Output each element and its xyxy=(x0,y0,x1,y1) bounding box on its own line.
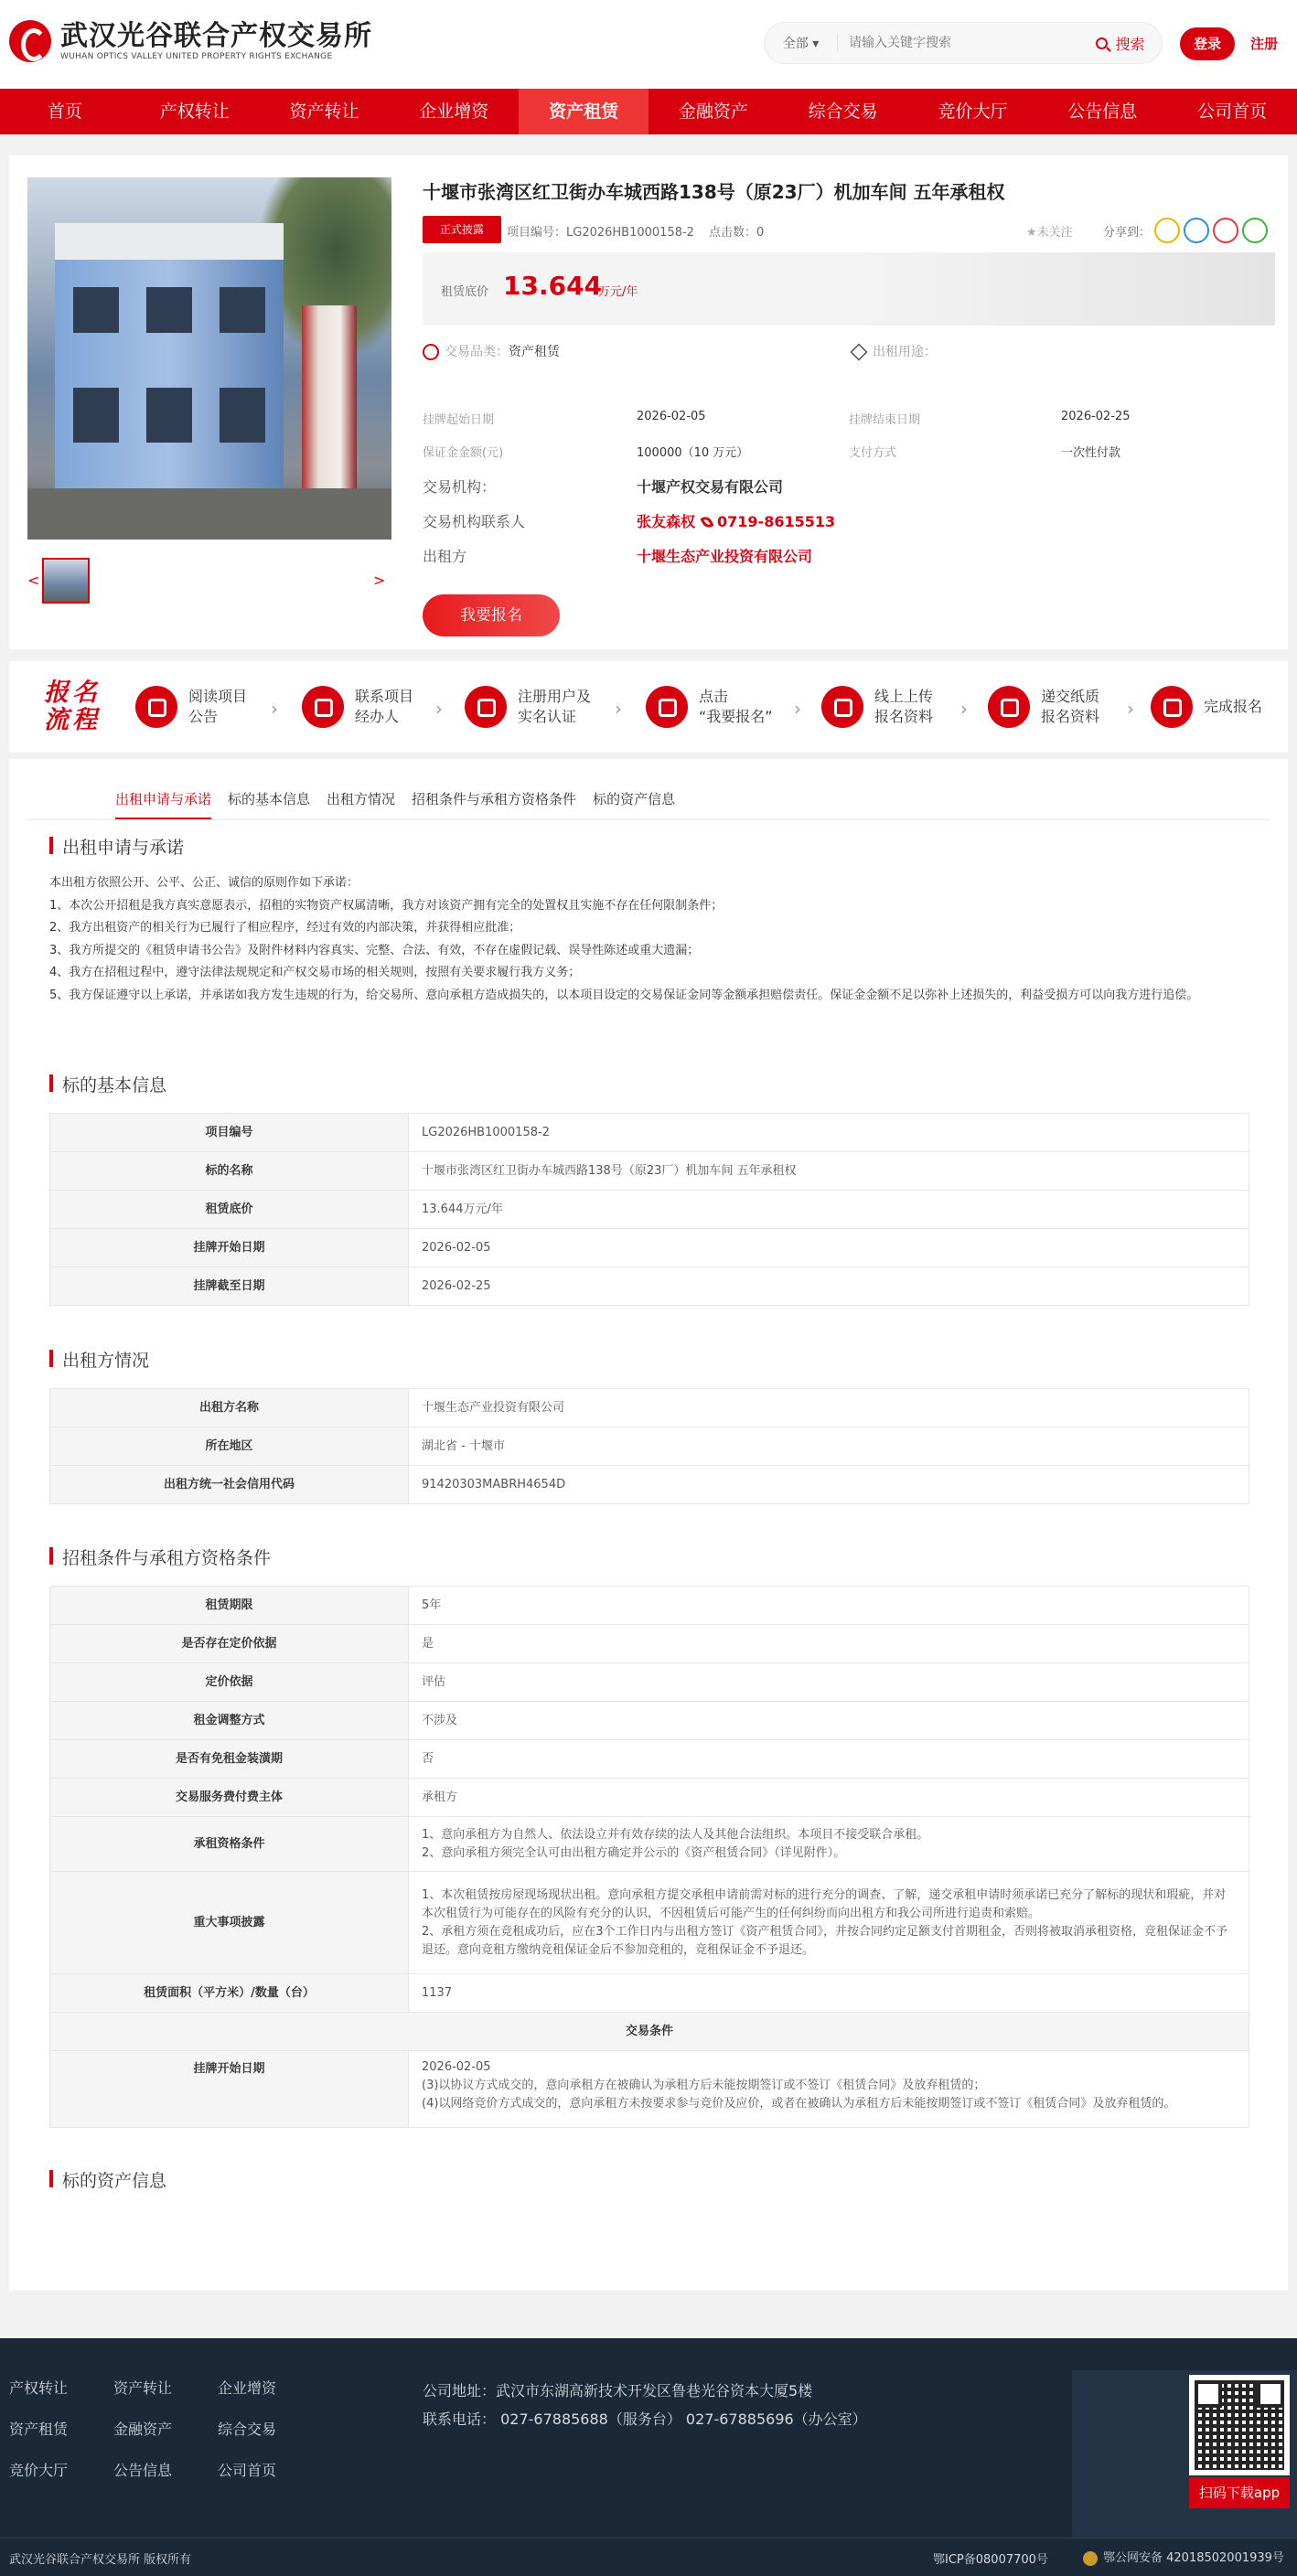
step-upload-online: 线上上传 报名资料 xyxy=(821,684,975,730)
section-title-asset-info: 标的资产信息 xyxy=(49,2167,166,2192)
table-row: 租赁面积（平方米）/数量（台） 1137 xyxy=(50,1974,1249,2013)
nav-home[interactable]: 首页 xyxy=(47,102,82,122)
site-logo[interactable] xyxy=(9,18,372,64)
search-input[interactable] xyxy=(838,25,1079,61)
section-title-lessor-info: 出租方情况 xyxy=(49,1347,149,1372)
police-badge-icon xyxy=(1083,2551,1098,2566)
lessor-info-table xyxy=(49,1388,1249,1504)
footer-link[interactable]: 公司首页 xyxy=(218,2462,277,2479)
search-bar xyxy=(764,22,1163,64)
table-row: 挂牌截至日期 2026-02-25 xyxy=(50,1267,1249,1306)
deposit-value: 100000（10 万元） xyxy=(637,446,749,460)
footer-link[interactable]: 竞价大厅 xyxy=(9,2462,69,2479)
end-date-value: 2026-02-25 xyxy=(1061,410,1131,423)
end-date-label: 挂牌结束日期 xyxy=(849,413,921,427)
registration-process xyxy=(9,661,1288,753)
layers-icon xyxy=(850,343,867,360)
price-label: 租赁底价 xyxy=(441,285,489,299)
detail-tabs xyxy=(115,779,691,819)
qr-code-icon xyxy=(1189,2375,1290,2475)
table-row: 挂牌开始日期 2026-02-05 (3)以协议方式成交的，意向承租方在被确认为承租方后未能按期签订或不签订《租赁合同》及放弃租赁的； (4)以网络竞价方式成交的，意向承租方未按要求参与竞价及应价，或者在被确认为承租方后未能按期签订或不签订《租赁合同》及放弃租赁的。 xyxy=(50,2051,1249,2128)
table-row: 出租方统一社会信用代码 91420303MABRH4654D xyxy=(50,1466,1249,1504)
section-title-commitment: 出租申请与承诺 xyxy=(49,834,184,859)
share-weibo-icon[interactable] xyxy=(1213,218,1238,243)
start-date-label: 挂牌起始日期 xyxy=(423,413,495,427)
lessor-value[interactable]: 十堰生态产业投资有限公司 xyxy=(637,548,813,565)
nav-equity-transfer[interactable]: 产权转让 xyxy=(159,102,230,122)
footer-link[interactable]: 资产转让 xyxy=(113,2379,173,2397)
table-row: 是否存在定价依据 是 xyxy=(50,1625,1249,1663)
site-footer xyxy=(0,2338,1297,2576)
step-register-verify: 注册用户及 实名认证 xyxy=(465,684,618,730)
tab-lessor-info[interactable]: 出租方情况 xyxy=(327,791,396,807)
lessor-label: 出租方 xyxy=(423,548,467,565)
lease-use: 出租用途： xyxy=(851,342,937,360)
agency-value: 十堰产权交易有限公司 xyxy=(637,478,784,496)
eye-icon xyxy=(135,686,177,728)
payment-label: 支付方式 xyxy=(849,446,897,460)
photo-thumbnail[interactable] xyxy=(42,558,90,604)
phone-icon xyxy=(302,686,344,728)
search-icon xyxy=(1096,37,1108,49)
nav-announcements[interactable]: 公告信息 xyxy=(1067,102,1138,122)
table-row: 项目编号 LG2026HB1000158-2 xyxy=(50,1114,1249,1152)
copyright: 武汉光谷联合产权交易所 版权所有 xyxy=(9,2553,192,2567)
star-icon: ★ xyxy=(1026,226,1037,240)
nav-asset-lease[interactable]: 资产租赁 xyxy=(519,89,648,134)
thumb-next-button[interactable]: > xyxy=(373,572,386,589)
register-button[interactable]: 注册 xyxy=(1249,36,1278,52)
share-label: 分享到： xyxy=(1103,226,1152,240)
phone-icon xyxy=(700,514,714,529)
section-title-conditions: 招租条件与承租方资格条件 xyxy=(49,1545,271,1569)
footer-link[interactable]: 金融资产 xyxy=(113,2421,173,2438)
logo-en-name: WUHAN OPTICS VALLEY UNITED PROPERTY RIGHTS EXCHANGE xyxy=(60,52,333,61)
table-row: 租赁期限 5年 xyxy=(50,1587,1249,1625)
share-wechat-icon[interactable] xyxy=(1242,218,1268,243)
table-row: 重大事项披露 1、本次租赁按房屋现场现状出租。意向承租方提交承租申请前需对标的进行充分的调查、了解，递交承租申请时须承诺已充分了解标的现状和瑕疵，并对本次租赁行为可能存在的风险有充分的认识，不因租赁后可能产生的任何纠纷而向出租方和我公司所进行追责和索赔。 2、承租方须在竞租成功后，应在3个工作日内与出租方签订《资产租赁合同》，并按合同约定足额支付首期租金，否则将被取消承租资格，竞租保证金不予退还。意向竞租方缴纳竞租保证金后不参加竞租的，竞租保证金不予退还。 xyxy=(50,1872,1249,1974)
footer-address: 公司地址：武汉市东湖高新技术开发区鲁巷光谷资本大厦5楼 xyxy=(423,2382,813,2400)
project-photo[interactable] xyxy=(27,177,391,540)
section-title-basic-info: 标的基本信息 xyxy=(49,1072,166,1096)
arrow-icon: › xyxy=(1127,698,1134,720)
police-record-link[interactable]: 鄂公网安备 42018502001939号 xyxy=(1083,2548,1284,2566)
price-unit: 万元/年 xyxy=(598,285,638,299)
apply-button[interactable]: 我要报名 xyxy=(423,594,560,636)
download-app-button[interactable]: 扫码下载app xyxy=(1189,2477,1290,2508)
main-nav xyxy=(0,89,1297,134)
footer-link[interactable]: 产权转让 xyxy=(9,2379,69,2397)
hand-pointer-icon xyxy=(646,686,688,728)
icp-link[interactable]: 鄂ICP备08007700号 xyxy=(933,2553,1048,2567)
footer-bottom xyxy=(0,2538,1297,2576)
conditions-table xyxy=(49,1586,1249,2128)
login-button[interactable]: 登录 xyxy=(1180,27,1235,60)
nav-capital-increase[interactable]: 企业增资 xyxy=(419,102,489,122)
nav-financial-assets[interactable]: 金融资产 xyxy=(678,102,748,122)
contact-label: 交易机构联系人 xyxy=(423,513,526,530)
tab-commitment[interactable]: 出租申请与承诺 xyxy=(115,779,211,819)
table-row: 标的名称 十堰市张湾区红卫街办车城西路138号（原23厂）机加车间 五年承租权 xyxy=(50,1152,1249,1191)
basic-info-table xyxy=(49,1113,1249,1306)
id-card-icon xyxy=(465,686,507,728)
step-complete: 完成报名 xyxy=(1151,684,1297,730)
price-box xyxy=(423,252,1275,326)
table-row: 挂牌开始日期 2026-02-05 xyxy=(50,1229,1249,1267)
hit-count: 点击数：0 xyxy=(709,226,765,240)
logo-cn-name: 武汉光谷联合产权交易所 xyxy=(60,20,372,52)
contact-value: 张友森权 0719-8615513 xyxy=(637,513,836,530)
follow-button[interactable]: ★未关注 xyxy=(1026,226,1073,240)
logo-icon xyxy=(9,20,51,62)
footer-link[interactable]: 资产租赁 xyxy=(9,2421,69,2438)
arrow-icon: › xyxy=(794,698,801,720)
table-row: 出租方名称 十堰生态产业投资有限公司 xyxy=(50,1389,1249,1427)
site-header xyxy=(0,0,1297,89)
start-date-value: 2026-02-05 xyxy=(637,410,706,423)
step-click-apply: 点击 “我要报名” xyxy=(646,684,799,730)
table-row: 所在地区 湖北省 - 十堰市 xyxy=(50,1427,1249,1466)
step-contact-agent: 联系项目 经办人 xyxy=(302,684,456,730)
footer-link[interactable]: 企业增资 xyxy=(218,2379,277,2397)
check-icon xyxy=(1151,686,1193,728)
arrow-icon: › xyxy=(960,698,968,720)
cloud-upload-icon xyxy=(821,686,863,728)
commitment-text: 本出租方依照公开、公平、公正、诚信的原则作如下承诺： 1、本次公开招租是我方真实意愿表示，招租的实物资产权属清晰，我方对该资产拥有完全的处置权且实施不存在任何限制条件； 2、我方出租资产的相关行为已履行了相应程序，经过有效的内部决策，并获得相应批准； 3、我方所提交的《租赁申请书公告》及附件材料内容真实、完整、合法、有效，不存在虚假记载、误导性陈述或重大遗漏； 4、我方在招租过程中，遵守法律法规规定和产权交易市场的相关规则，按照有关要求履行我方义务； 5、我方保证遵守以上承诺，并承诺如我方发生违规的行为，给交易所、意向承租方造成损失的，以本项目设定的交易保证金同等金额承担赔偿责任。保证金金额不足以弥补上述损失的，利益受损方可以向我方进行追偿。 xyxy=(49,876,1199,1002)
table-row: 交易条件 xyxy=(50,2013,1249,2051)
table-row: 交易服务费付费主体 承租方 xyxy=(50,1779,1249,1817)
tab-conditions[interactable]: 招租条件与承租方资格条件 xyxy=(412,791,577,807)
step-submit-paper: 递交纸质 报名资料 xyxy=(988,684,1142,730)
deposit-label: 保证金金额(元) xyxy=(423,446,504,460)
process-title: 报名 流程 xyxy=(44,679,101,734)
search-button[interactable]: 搜索 xyxy=(1079,24,1162,62)
thumb-prev-button[interactable]: < xyxy=(27,572,40,589)
project-title: 十堰市张湾区红卫街办车城西路138号（原23厂）机加车间 五年承租权 xyxy=(423,181,1005,203)
share-qq-icon[interactable] xyxy=(1184,218,1209,243)
project-number: 项目编号：LG2026HB1000158-2 xyxy=(507,226,694,240)
footer-phone: 联系电话： 027-67885688（服务台） 027-67885696（办公室） xyxy=(423,2410,867,2428)
trade-category: 交易品类：资产租赁 xyxy=(423,342,560,360)
payment-value: 一次性付款 xyxy=(1061,446,1121,460)
detail-content xyxy=(9,759,1288,2291)
arrow-icon: › xyxy=(435,698,443,720)
tab-asset-info[interactable]: 标的资产信息 xyxy=(593,791,676,807)
arrow-icon: › xyxy=(271,698,278,720)
nav-bidding-hall[interactable]: 竞价大厅 xyxy=(938,102,1008,122)
footer-link[interactable]: 综合交易 xyxy=(218,2421,277,2438)
nav-comprehensive-trade[interactable]: 综合交易 xyxy=(808,102,878,122)
footer-link[interactable]: 公告信息 xyxy=(113,2462,173,2479)
category-icon xyxy=(423,344,439,360)
table-row: 租金调整方式 不涉及 xyxy=(50,1702,1249,1740)
table-row: 租赁底价 13.644万元/年 xyxy=(50,1191,1249,1229)
price-value: 13.644 xyxy=(503,271,603,301)
share-qzone-icon[interactable] xyxy=(1154,218,1180,243)
nav-company-home[interactable]: 公司首页 xyxy=(1197,102,1268,122)
arrow-icon: › xyxy=(615,698,622,720)
table-row: 承租资格条件 1、意向承租方为自然人、依法设立并有效存续的法人及其他合法组织。本项目不接受联合承租。 2、意向承租方须完全认可由出租方确定并公示的《资产租赁合同》（详见附件）。 xyxy=(50,1817,1249,1872)
search-category-select[interactable]: 全部 ▾ xyxy=(765,34,838,52)
status-badge: 正式披露 xyxy=(423,216,501,243)
table-row: 定价依据 评估 xyxy=(50,1663,1249,1702)
table-row: 是否有免租金装潢期 否 xyxy=(50,1740,1249,1779)
document-icon xyxy=(988,686,1030,728)
project-detail-card xyxy=(9,155,1288,649)
nav-asset-transfer[interactable]: 资产转让 xyxy=(289,102,359,122)
agency-label: 交易机构： xyxy=(423,478,497,496)
step-read-announcement: 阅读项目 公告 xyxy=(135,684,289,730)
tab-basic-info[interactable]: 标的基本信息 xyxy=(228,791,311,807)
